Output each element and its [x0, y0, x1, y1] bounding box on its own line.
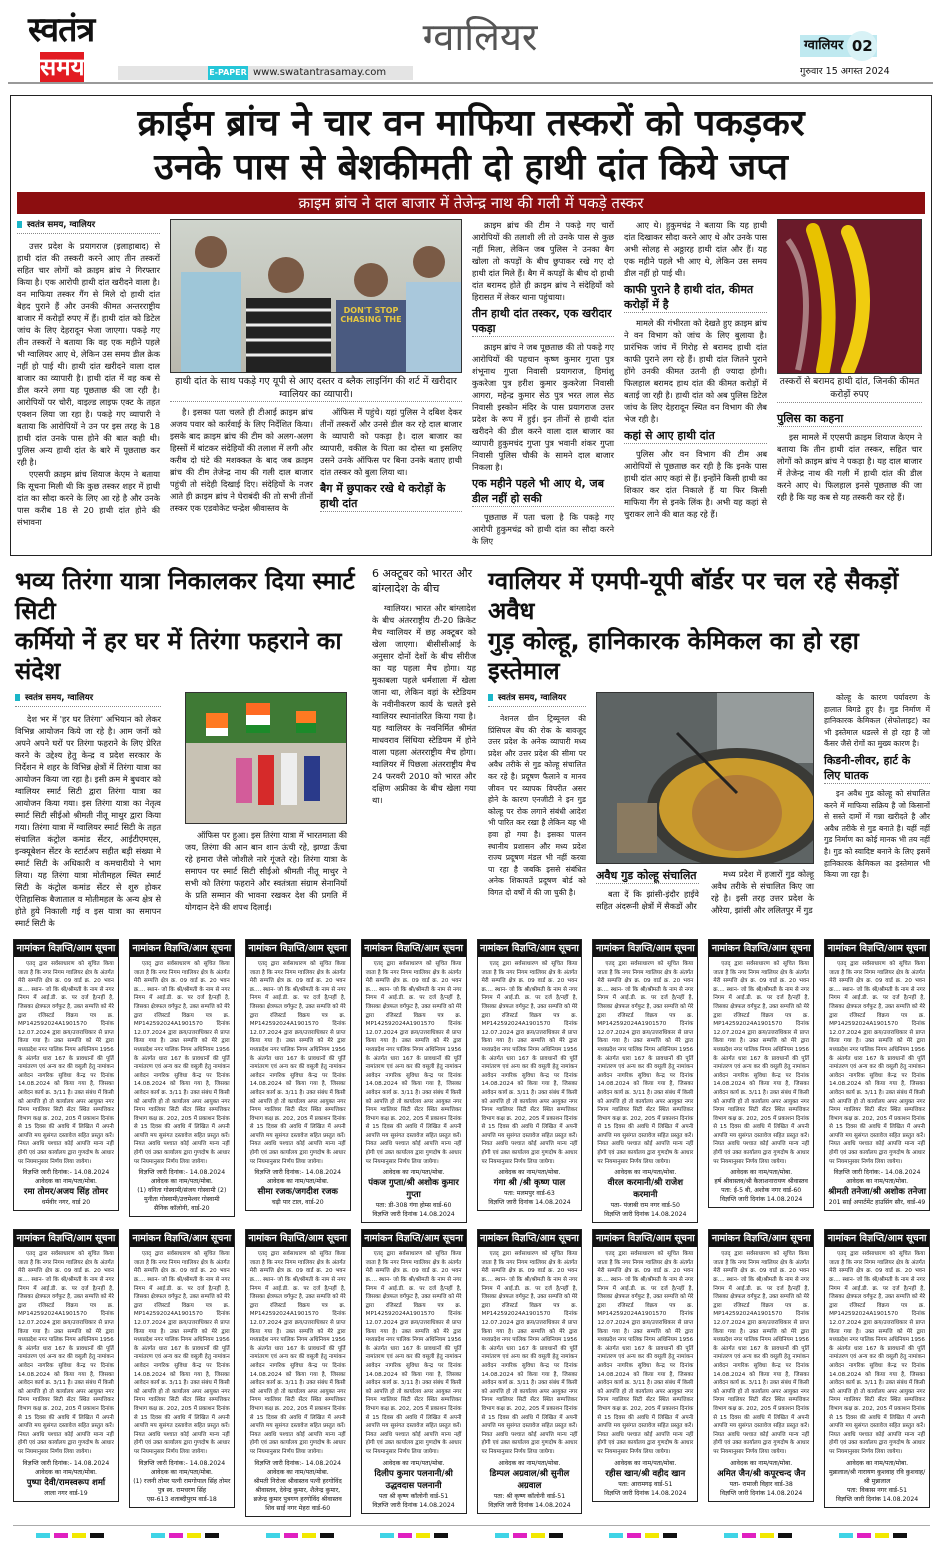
- notice-card: [592, 1229, 698, 1501]
- paragraph: क्राइम ब्रांच की टीम ने पकड़े गए चारों आरोपियों की तलाशी ली तो उनके पास से कुछ नहीं मिला, लेकिन जब पुलिस ने उनका बैग खोला तो कपड़ों के बीच छुपाकर रखे गए दो हाथी दांत मिले हैं। बैग में कपड़ों के बीच दो हाथी दांत बरामद होते ही क्राइम ब्रांच ने संदेहियों को हिरासत में लेकर थाना पहुंचाया।: [472, 220, 614, 302]
- notice-footer: [14, 1457, 118, 1501]
- color-registration-set: [839, 1533, 907, 1538]
- applicant-label: आवेदक का नाम/पता/मोबा.: [34, 1468, 97, 1476]
- notice-footer: [593, 1457, 697, 1501]
- lead-story: [10, 95, 932, 556]
- gud-column-2: [596, 692, 814, 916]
- notice-body: एतद् द्वारा सर्वसाधारण को सूचित किया जाता है कि नगर निगम ग्वालियर क्षेत्र के अंतर्गत मेरी सम्पत्ति क्षेत्र क्र. 09 वार्ड क्र. 20 भवन क्र.... स्थान- जो कि श्री/श्रीमती के नाम से नगर निगम में आई.डी. क्र. पर दर्ज है/नहीं है, जिसका क्षेत्रफल वर्गफुट है, उक्त सम्पत्ति को मेरे द्वारा रजिस्टर्ड विक्रय पत्र क्र. MP142592024A1901570 दिनांक 12.07.2024 द्वारा क्रय/उत्तराधिकार से प्राप्त किया गया है। उक्त सम्पत्ति को मेरे द्वारा मध्यप्रदेश नगर पालिक निगम अधिनियम 1956 के अंतर्गत धारा 167 के प्रावधानों की पूर्ति नामांतरण एवं अन्य कर की वसूली हेतु नामांकन आवेदन नागरिक सुविधा केन्द्र पर दिनांक 14.08.2024 को किया गया है, जिसका आवेदन कार्य क्र. 3/11 है। उक्त संबंध में किसी को आपत्ति हो तो कार्यालय अपर आयुक्त नगर निगम ग्वालियर सिटी सेंटर स्थित सम्पत्तिकर विभाग कक्ष क्र. 202, 205 में प्रकाशन दिनांक से 15 दिवस की अवधि में लिखित में अपनी आपत्ति मय सुसंगत दस्तावेज सहित प्रस्तुत करें। नियत अवधि पश्चात कोई आपत्ति मान्य नहीं होगी एवं उक्त कार्यालय द्वारा गुणदोष के आधार पर नियमानुसार निर्णय लिया जायेगा।: [133, 1251, 230, 1455]
- applicant-label: आवेदक का नाम/पता/मोबा.: [382, 1169, 445, 1177]
- tiranga-columns: [15, 692, 360, 929]
- masthead-divider: [8, 82, 933, 84]
- color-registration-bar: [609, 1533, 623, 1538]
- subheading: अवैध गुड कोल्हू संचालित: [596, 868, 699, 884]
- color-registration-bar: [169, 1533, 183, 1538]
- notice-title: नामांकन विज्ञप्ति/आम सूचना: [593, 1230, 697, 1247]
- notice-title: नामांकन विज्ञप्ति/आम सूचना: [14, 940, 118, 957]
- gud-kolhu-story: [488, 566, 930, 916]
- notice-title: नामांकन विज्ञप्ति/आम सूचना: [130, 1230, 234, 1247]
- paragraph: मामले की गंभीरता को देखते हुए क्राइम ब्रांच ने वन विभाग को जांच के लिए बुलाया है। प्रारंभिक जांच में गिरोह से बरामद हाथी दांत काफी पुराने लग रहे हैं। हाथी दांत जितने पुराने होंगे उनकी कीमत उतनी ही ज्यादा होगी। फिलहाल बरामद हाथ दांत की कीमत करोड़ों में बताई जा रही है। हाथी दांत को अब पुलिस डिटेल जांच के लिए देहरादून स्थित वन विभाग की लैब भेज रही है।: [624, 318, 767, 424]
- notice-issued-date: विज्ञप्ति जारी दिनांक:- 14.08.2024: [22, 1459, 110, 1467]
- applicant-address: पता: श्री कृष्ण कॉलोनी वार्ड-51: [493, 1492, 566, 1500]
- url-bar: [118, 66, 413, 80]
- gud-headline-line2: गुड़ कोल्हू, हानिकारक केमिकल का हो रहा इस्तेमाल: [488, 627, 859, 685]
- notice-title: नामांकन विज्ञप्ति/आम सूचना: [478, 940, 582, 957]
- applicant-label: आवेदक का नाम/पता/मोबा.: [614, 1169, 677, 1177]
- notice-title: नामांकन विज्ञप्ति/आम सूचना: [825, 1230, 929, 1247]
- notice-card: [129, 1229, 235, 1507]
- paragraph: इस मामले में एएसपी क्राइम शियाज केएम ने बताया कि तीन हाथी दांत तस्कर, सहित चार लोगों को क्राइम ब्रांच ने पकड़ा है। यह दाल बाजार में तेजेन्द्र नाथ की गली में हाथी दांत की डील करने आए थे। फिलहाल इनसे पूछताछ की जा रही है कि यह कब से यह तस्करी कर रहे हैं।: [777, 432, 922, 502]
- ivory-tusks-photo: [777, 219, 922, 374]
- paragraph: इन अवैध गुड कोल्हू को संचालित करने में माफिया सक्रिय है जो किसानों से सस्ते दामों में गन्ना खरीदते है और अवैध तरीके से गुड बनाते है। यहीं नहीं गुड निर्माण का कोई मानक भी तय नहीं है। गुड को स्वादिष्ट बनाने के लिए इसमें हानिकारक केमिकल का इस्तेमाल भी किया जा रहा है।: [824, 788, 930, 880]
- subheading: पुलिस का कहना: [777, 411, 922, 427]
- website-link[interactable]: www.swatantrasamay.com: [253, 67, 387, 78]
- applicant-names: मुन्नालाल/श्री नारायण कुशवाह रवि कुशवाह/श्री मुन्नालाल: [828, 1468, 926, 1485]
- applicant-address: लाला नगर वार्ड-19: [44, 1489, 88, 1497]
- lead-headline-line2: उनके पास से बेशकीमती दो हाथी दांत किये जप्त: [154, 147, 788, 188]
- applicant-address: पता श्री कृष्ण कॉलोनी वार्ड-51: [378, 1492, 449, 1500]
- color-registration-bar: [320, 1533, 334, 1538]
- flag-march-illustration: [186, 693, 347, 824]
- applicant-address: पता- रामाजी विहार वार्ड-38: [729, 1480, 793, 1488]
- applicant-label: आवेदक का नाम/पता/मोबा.: [730, 1169, 793, 1177]
- lead-column-1: [17, 219, 160, 528]
- applicant-address: पता: मलमपुर वार्ड-63: [504, 1190, 555, 1198]
- paragraph: मध्य प्रदेश में हजारों गुड कोल्हू अवैध तरीके से संचालित किए जा रहे है। इसी तरह उत्तर प्रदेश के औरेया, झांसी और ललितपुर में गुड: [711, 869, 814, 915]
- notice-issued-date: विज्ञप्ति जारी दिनांक 14.08.2024: [719, 1489, 803, 1497]
- applicant-address: शिव साईं नगर मेहरा वार्ड-60: [265, 1504, 331, 1512]
- tiranga-yatra-photo: [185, 692, 347, 824]
- applicant-address: सैनिक कॉलोनी, वार्ड-20: [154, 1205, 210, 1213]
- lead-column-3: [472, 219, 614, 547]
- paragraph: ऑफिस में पहुंचे। यहां पुलिस ने दबिश देकर तीनों तस्करों और उनसे डील कर रहे दाल बाजार के व्यापारी को पकड़ा है। दाल बाजार का व्यापारी, वकील के पिता का दोस्त था इसलिए उसने उनके ऑफिस पर बिना उनके बताए हाथी दांत तस्कर को बुला लिया था।: [320, 407, 462, 477]
- applicant-address: एस-613 शताब्दीपुरम वार्ड-18: [146, 1495, 217, 1503]
- notice-title: नामांकन विज्ञप्ति/आम सूचना: [130, 940, 234, 957]
- color-registration-bar: [187, 1533, 201, 1538]
- color-registration-bar: [549, 1533, 563, 1538]
- subheading: कहां से आए हाथी दांत: [624, 428, 767, 444]
- notice-card: [708, 939, 814, 1208]
- notice-body: एतद् द्वारा सर्वसाधारण को सूचित किया जाता है कि नगर निगम ग्वालियर क्षेत्र के अंतर्गत मेरी सम्पत्ति क्षेत्र क्र. 09 वार्ड क्र. 20 भवन क्र.... स्थान- जो कि श्री/श्रीमती के नाम से नगर निगम में आई.डी. क्र. पर दर्ज है/नहीं है, जिसका क्षेत्रफल वर्गफुट है, उक्त सम्पत्ति को मेरे द्वारा रजिस्टर्ड विक्रय पत्र क्र. MP142592024A1901570 दिनांक 12.07.2024 द्वारा क्रय/उत्तराधिकार से प्राप्त किया गया है। उक्त सम्पत्ति को मेरे द्वारा मध्यप्रदेश नगर पालिक निगम अधिनियम 1956 के अंतर्गत धारा 167 के प्रावधानों की पूर्ति नामांतरण एवं अन्य कर की वसूली हेतु नामांकन आवेदन नागरिक सुविधा केन्द्र पर दिनांक 14.08.2024 को किया गया है, जिसका आवेदन कार्य क्र. 3/11 है। उक्त संबंध में किसी को आपत्ति हो तो कार्यालय अपर आयुक्त नगर निगम ग्वालियर सिटी सेंटर स्थित सम्पत्तिकर विभाग कक्ष क्र. 202, 205 में प्रकाशन दिनांक से 15 दिवस की अवधि में लिखित में अपनी आपत्ति मय सुसंगत दस्तावेज सहित प्रस्तुत करें। नियत अवधि पश्चात कोई आपत्ति मान्य नहीं होगी एवं उक्त कार्यालय द्वारा गुणदोष के आधार पर नियमानुसार निर्णय लिया जायेगा।: [18, 961, 114, 1165]
- notice-issued-date: विज्ञप्ति जारी दिनांक 14.08.2024: [372, 1211, 455, 1219]
- applicant-names: पंकज गुप्ता/श्री अशोक कुमार गुप्ता: [368, 1178, 459, 1201]
- color-registration-set: [151, 1533, 219, 1538]
- notice-footer: [593, 1166, 697, 1222]
- lead-column-2b: [320, 406, 462, 516]
- subheading: किडनी-लीवर, हार्ट के लिए घातक: [824, 753, 930, 784]
- byline: स्वतंत्र समय, ग्वालियर: [488, 692, 586, 707]
- notice-issued-date: विज्ञप्ति जारी दिनांक 14.08.2024: [835, 1495, 919, 1503]
- notice-card: [245, 939, 351, 1211]
- notice-title: नामांकन विज्ञप्ति/आम सूचना: [709, 940, 813, 957]
- page-badge: [800, 30, 877, 62]
- masthead: [0, 0, 945, 86]
- color-registration-bar: [645, 1533, 659, 1538]
- notice-body: एतद् द्वारा सर्वसाधारण को सूचित किया जाता है कि नगर निगम ग्वालियर क्षेत्र के अंतर्गत मेरी सम्पत्ति क्षेत्र क्र. 09 वार्ड क्र. 20 भवन क्र.... स्थान- जो कि श्री/श्रीमती के नाम से नगर निगम में आई.डी. क्र. पर दर्ज है/नहीं है, जिसका क्षेत्रफल वर्गफुट है, उक्त सम्पत्ति को मेरे द्वारा रजिस्टर्ड विक्रय पत्र क्र. MP142592024A1901570 दिनांक 12.07.2024 द्वारा क्रय/उत्तराधिकार से प्राप्त किया गया है। उक्त सम्पत्ति को मेरे द्वारा मध्यप्रदेश नगर पालिक निगम अधिनियम 1956 के अंतर्गत धारा 167 के प्रावधानों की पूर्ति नामांतरण एवं अन्य कर की वसूली हेतु नामांकन आवेदन नागरिक सुविधा केन्द्र पर दिनांक 14.08.2024 को किया गया है, जिसका आवेदन कार्य क्र. 3/11 है। उक्त संबंध में किसी को आपत्ति हो तो कार्यालय अपर आयुक्त नगर निगम ग्वालियर सिटी सेंटर स्थित सम्पत्तिकर विभाग कक्ष क्र. 202, 205 में प्रकाशन दिनांक से 15 दिवस की अवधि में लिखित में अपनी आपत्ति मय सुसंगत दस्तावेज सहित प्रस्तुत करें। नियत अवधि पश्चात कोई आपत्ति मान्य नहीं होगी एवं उक्त कार्यालय द्वारा गुणदोष के आधार पर नियमानुसार निर्णय लिया जायेगा।: [249, 961, 346, 1165]
- color-registration-bar: [531, 1533, 545, 1538]
- notice-card: [361, 1229, 467, 1513]
- tiranga-headline-line2: कर्मियो नें हर घर में तिरंगा फहराने का संदेश: [15, 627, 342, 685]
- color-registration-set: [380, 1533, 448, 1538]
- subheading: बैग में छुपाकर रखे थे करोड़ों के हाथी दांत: [320, 481, 462, 512]
- color-registration-bar: [778, 1533, 792, 1538]
- applicant-label: आवेदक का नाम/पता/मोबा.: [150, 1468, 213, 1476]
- notice-card: [129, 939, 235, 1217]
- notice-footer: [362, 1166, 466, 1222]
- notice-title: नामांकन विज्ञप्ति/आम सूचना: [14, 1230, 118, 1247]
- applicant-address: चढ़ी पार टाल, वार्ड-20: [271, 1199, 324, 1207]
- notice-body: एतद् द्वारा सर्वसाधारण को सूचित किया जाता है कि नगर निगम ग्वालियर क्षेत्र के अंतर्गत मेरी सम्पत्ति क्षेत्र क्र. 09 वार्ड क्र. 20 भवन क्र.... स्थान- जो कि श्री/श्रीमती के नाम से नगर निगम में आई.डी. क्र. पर दर्ज है/नहीं है, जिसका क्षेत्रफल वर्गफुट है, उक्त सम्पत्ति को मेरे द्वारा रजिस्टर्ड विक्रय पत्र क्र. MP142592024A1901570 दिनांक 12.07.2024 द्वारा क्रय/उत्तराधिकार से प्राप्त किया गया है। उक्त सम्पत्ति को मेरे द्वारा मध्यप्रदेश नगर पालिक निगम अधिनियम 1956 के अंतर्गत धारा 167 के प्रावधानों की पूर्ति नामांतरण एवं अन्य कर की वसूली हेतु नामांकन आवेदन नागरिक सुविधा केन्द्र पर दिनांक 14.08.2024 को किया गया है, जिसका आवेदन कार्य क्र. 3/11 है। उक्त संबंध में किसी को आपत्ति हो तो कार्यालय अपर आयुक्त नगर निगम ग्वालियर सिटी सेंटर स्थित सम्पत्तिकर विभाग कक्ष क्र. 202, 205 में प्रकाशन दिनांक से 15 दिवस की अवधि में लिखित में अपनी आपत्ति मय सुसंगत दस्तावेज सहित प्रस्तुत करें। नियत अवधि पश्चात कोई आपत्ति मान्य नहीं होगी एवं उक्त कार्यालय द्वारा गुणदोष के आधार पर नियमानुसार निर्णय लिया जायेगा।: [713, 961, 810, 1165]
- color-registration-bar: [36, 1533, 50, 1538]
- notice-body: एतद् द्वारा सर्वसाधारण को सूचित किया जाता है कि नगर निगम ग्वालियर क्षेत्र के अंतर्गत मेरी सम्पत्ति क्षेत्र क्र. 09 वार्ड क्र. 20 भवन क्र.... स्थान- जो कि श्री/श्रीमती के नाम से नगर निगम में आई.डी. क्र. पर दर्ज है/नहीं है, जिसका क्षेत्रफल वर्गफुट है, उक्त सम्पत्ति को मेरे द्वारा रजिस्टर्ड विक्रय पत्र क्र. MP142592024A1901570 दिनांक 12.07.2024 द्वारा क्रय/उत्तराधिकार से प्राप्त किया गया है। उक्त सम्पत्ति को मेरे द्वारा मध्यप्रदेश नगर पालिक निगम अधिनियम 1956 के अंतर्गत धारा 167 के प्रावधानों की पूर्ति नामांतरण एवं अन्य कर की वसूली हेतु नामांकन आवेदन नागरिक सुविधा केन्द्र पर दिनांक 14.08.2024 को किया गया है, जिसका आवेदन कार्य क्र. 3/11 है। उक्त संबंध में किसी को आपत्ति हो तो कार्यालय अपर आयुक्त नगर निगम ग्वालियर सिटी सेंटर स्थित सम्पत्तिकर विभाग कक्ष क्र. 202, 205 में प्रकाशन दिनांक से 15 दिवस की अवधि में लिखित में अपनी आपत्ति मय सुसंगत दस्तावेज सहित प्रस्तुत करें। नियत अवधि पश्चात कोई आपत्ति मान्य नहीं होगी एवं उक्त कार्यालय द्वारा गुणदोष के आधार पर नियमानुसार निर्णय लिया जायेगा।: [597, 1251, 694, 1455]
- paragraph: पूछताछ में पता चला है कि पकड़े गए आरोपी हुकुमचंद्र को हाथी दांत का सौदा करने के लिए: [472, 512, 614, 546]
- notice-title: नामांकन विज्ञप्ति/आम सूचना: [246, 1230, 350, 1247]
- color-registration-bar: [416, 1533, 430, 1538]
- applicant-label: आवेदक का नाम/पता/मोबा.: [498, 1169, 561, 1177]
- notice-footer: [362, 1457, 466, 1513]
- lead-strap: क्राइम ब्रांच ने दाल बाजार में तेजेन्द्र नाथ की गली में पकड़े तस्कर: [17, 192, 925, 214]
- applicant-names: अमित जैन/श्री कपूरचन्द जैन: [717, 1468, 806, 1479]
- applicant-address: पता: विकास नगर वार्ड-51: [847, 1486, 908, 1494]
- notice-card: [477, 939, 583, 1211]
- applicant-label: आवेदक का नाम/पता/मोबा.: [34, 1178, 97, 1186]
- notice-card: [824, 939, 930, 1211]
- color-registration-bar: [724, 1533, 738, 1538]
- tiranga-column-2: [185, 692, 347, 913]
- color-registration-bar: [284, 1533, 298, 1538]
- page-number: 02: [847, 31, 877, 61]
- gud-headline-line1: ग्वालियर में एमपी-यूपी बॉर्डर पर चल रहे सैकड़ों अवैध: [488, 567, 899, 625]
- tusks-illustration: [778, 220, 922, 374]
- applicant-label: आवेदक का नाम/पता/मोबा.: [382, 1459, 445, 1467]
- subheading: काफी पुराने है हाथी दांत, कीमत करोड़ों में है: [624, 282, 767, 313]
- jaggery-pan-illustration: [597, 693, 814, 864]
- subheading: एक महीने पहले भी आए थे, जब डील नहीं हो सकी: [472, 476, 614, 507]
- notice-footer: [130, 1166, 234, 1216]
- paragraph: आए थे। हुकुमचंद्र ने बताया कि यह हाथी दांत दिखाकर सौदा करने आए थे और उनके पास अभी सोलह से अठ्ठारह हाथी दांत और हैं। यह एक महीने पहले भी आए थे, लेकिन उस समय डील नहीं हो पाई थी।: [624, 220, 767, 278]
- paragraph: ऑफिस पर हुआ। इस तिरंगा यात्रा में भारतमाता की जय, तिरंगा की आन बान शान ऊंची रहे, झण्डा ऊँचा रहे हमारा जैसे जोशीले नारे गूंजते रहे। तिरंगा यात्रा के समापन पर स्मार्ट सिटी सीईओ श्रीमती नीतू माथुर ने सभी को तिरंगा फहराने और स्वतंत्रता संग्राम सेनानियों के प्रति सम्मान की भावना रखकर देश की प्रगति में योगदान देने की शपथ दिलाई।: [185, 830, 347, 912]
- notice-footer: [130, 1457, 234, 1507]
- color-registration-set: [266, 1533, 334, 1538]
- paragraph: है। इसका पता चलते ही टीआई क्राइम ब्रांच अजय पवार को कार्रवाई के लिए निर्देशित किया। इसके बाद क्राइम ब्रांच की टीम को अलग-अलग हिस्सों में बांटकर संदेहियों की तलाश में लगी और करीब दो घंटे की मशक्कत के बाद जब क्राइम ब्रांच की टीम तेजेन्द्र नाथ की गली दाल बाजार पहुंची तो संदेही दिखाई दिए। संदेहियों के नजर आते ही क्राइम ब्रांच ने घेराबंदी की तो सभी तीनों तस्कर एक एडवोकेट चन्द्रेश श्रीवास्तव के: [170, 407, 313, 513]
- tiranga-headline-line1: भव्य तिरंगा यात्रा निकालकर दिया स्मार्ट सिटी: [15, 567, 355, 625]
- paragraph: बता दें कि झांसी-इंदौर हाईवे सहित अंदरूनी क्षेत्रों में सैकडों और: [596, 889, 699, 911]
- color-registration-bar: [857, 1533, 871, 1538]
- applicant-address: पता- पंजाबी राम नगर वार्ड-50: [610, 1202, 680, 1210]
- paragraph: नेशनल ग्रीन ट्रिब्यूनल की प्रिंसिपल बेंच की रोक के बावजूद उत्तर प्रदेश के अनेक व्यापारी मध्य प्रदेश और उत्तर प्रदेश की सीमा पर अवैध तरीके से गुड कोल्हू संचालित कर रहे है। प्रदूषण फैलाने व मानव जीवन पर व्यापक विपरीत असर होने के कारण एनजीटी ने इन गुड कोल्हू पर रोक लगाने संबंधी आदेश भी पारित कर रखा है लेकिन यह भी हवा हो गया है। इसका पालन स्थानीय प्रशासन और मध्य प्रदेश राज्य प्रदूषण मंडल भी नहीं करवा पा रहा है जबकि इससे संबंधित अनेक शिकायतें प्रदूषण बोर्ड को विगत दो वर्षों में की जा चुकी है।: [488, 714, 586, 897]
- color-registration-bar: [266, 1533, 280, 1538]
- color-registration-bar: [90, 1533, 104, 1538]
- color-registration-set: [724, 1533, 792, 1538]
- notice-footer: [478, 1457, 582, 1513]
- notice-footer: [246, 1166, 350, 1210]
- color-registration-bar: [434, 1533, 448, 1538]
- notice-issued-date: विज्ञप्ति जारी दिनांक:- 14.08.2024: [254, 1459, 342, 1467]
- color-registration-bar: [627, 1533, 641, 1538]
- gud-column-2a: [596, 868, 699, 912]
- photo-caption: तस्करों से बरामद हाथी दांत, जिनकी कीमत करोड़ों रुपए: [777, 376, 922, 403]
- notice-title: नामांकन विज्ञप्ति/आम सूचना: [478, 1230, 582, 1247]
- lead-column-2-split: [170, 406, 462, 516]
- page-city: ग्वालियर: [804, 38, 844, 53]
- notice-footer: [709, 1457, 813, 1501]
- applicant-label: आवेदक का नाम/पता/मोबा.: [846, 1459, 909, 1467]
- tiranga-column-1: [15, 692, 161, 929]
- paragraph: क्राइम ब्रांच ने जब पूछताछ की तो पकड़े गए आरोपियों की पहचान कृष्ण कुमार गुप्ता पुत्र शंभूनाथ गुप्ता निवासी प्रयागराज, हिमांशु कुकरेजा पुत्र हरीश कुमार कुकरेजा निवासी आगरा, महेन्द्र कुमार सेठ पुत्र भरत लाल सेठ निवासी इस्कोन मंदिर के पास प्रयागराज उत्तर प्रदेश के रूप में हुई। इन तीनों से हाथी दांत खरीदने की डील करने वाला दाल बाजार का व्यापारी हुकुमचंद गुप्ता पुत्र भवानी शंकर गुप्ता निवासी पुलिस चौकी के सामने दाल बाजार निकला है।: [472, 342, 614, 472]
- paragraph: उत्तर प्रदेश के प्रयागराज (इलाहाबाद) से हाथी दांत की तस्करी करने आए तीन तस्करों सहित चार लोगों को क्राइम ब्रांच ने गिरफ्तार किया है। एक आरोपी हाथी दांत खरीदने वाला है। वन माफिया तस्कर गैंग से मिले दो हाथी दांत बेहद पुराने हैं और उनकी कीमत अन्तरराष्ट्रीय बाजार में करोड़ों रुपए में हैं। हाथी दांत को डिटेल जांच के लिए देहरादून भेजा जाएगा। पकड़े गए तीन तस्करों ने बताया कि वह एक महीने पहले भी ग्वालियर आए थे, लेकिन उस समय डील क्रेक नहीं हो पाई थी। हाथी दांत खरीदने वाला दाल बाजार का व्यापारी है। हाथी दांत में वह कब से डील करने लगा यह पूछताछ की जा रही है। आरोपियों पर चोरी, वाइल्ड लाइफ एक्ट के तहत एक्शन लिया जा रहा है। पकड़े गए व्यापारी ने बताया कि आरोपियों ने उन पर इस तरह के 18 हाथी दांत उनके पास होने की बात कही थी। पुलिस अन्य हाथी दांत के बारे में पूछताछ कर रही है।: [17, 241, 160, 467]
- notice-issued-date: विज्ञप्ति जारी दिनांक 14.08.2024: [372, 1501, 455, 1509]
- paragraph: ग्वालियर। भारत और बांग्लादेश के बीच अंतरराष्ट्रीय टी-20 क्रिकेट मैच ग्वालियर में छह अक्टूबर को खेला जाएगा। बीसीसीआई के अनुसार दोनों देशों के बीच सीरीज का यह पहला मैच होगा। यह मुकाबला पहले धर्मशाला में खेला जाना था, लेकिन वहां के स्टेडियम के नवीनीकरण कार्य के चलते इसे ग्वालियर स्थानांतरित किया गया है। यह ग्वालियर के नवनिर्मित श्रीमंत माधवराव सिंधिया स्टेडियम में होने वाला पहला अंतरराष्ट्रीय मैच होगा। ग्वालियर में पिछला अंतरराष्ट्रीय मैच 24 फरवरी 2010 को भारत और दक्षिण अफ्रीका के बीच खेला गया था।: [372, 603, 476, 805]
- applicant-names: रहीस खान/श्री वहीद खान: [605, 1468, 686, 1479]
- cricket-brief: [372, 566, 476, 806]
- subheading: तीन हाथी दांत तस्कर, एक खरीदार पकड़ा: [472, 306, 614, 337]
- applicant-names: पुष्पा देवी/रामस्वरूप शर्मा: [26, 1477, 106, 1488]
- applicant-address: धर्मवीर नगर, वार्ड 20: [41, 1199, 91, 1207]
- applicant-names: हर्ष श्रीवास्तव/श्री कैलाशनारायण श्रीवास्तव: [714, 1178, 808, 1186]
- suspects-illustration: [171, 220, 462, 373]
- notice-card: [708, 1229, 814, 1501]
- notice-title: नामांकन विज्ञप्ति/आम सूचना: [362, 940, 466, 957]
- paragraph: देश भर में 'हर घर तिरंगा' अभियान को लेकर विभिन्न आयोजन किये जा रहे है। आम जनों को अपने अपने घरों पर तिरंगा फहराने के लिए प्रेरित करने के उद्देश्य हेतु केन्द्र व प्रदेश सरकार के निर्देशन मे शहर के विभिन्न क्षेत्रों में तिरंगा यात्रा का आयोजन किया जा रहा है। इसी क्रम मे बुधवार को ग्वालियर स्मार्ट सिटी द्वारा तिरंगा यात्रा का आयोजन किया गया। इस तिरंगा यात्रा का नेतृत्व स्मार्ट सिटी सीईओ श्रीमती नीतू माथुर द्वारा किया गया। तिरंगा यात्रा में ग्वालियर स्मार्ट सिटी के तहत संचालित कंट्रोल कमांड सेंटर, आईटीएमएस, इन्क्यूबेशन सेंटर के स्टार्टअप सहीत बड़ी संख्या मे स्मार्ट सिटी के अधिकारी व कमचारीयो ने भाग लिया। यह तिरंगा यात्रा मोतीमहल स्थित स्मार्ट सिटी के कंट्रोल कमांड सेंटर से शुरु होकर ऐतिहासिक बैजाताल व मोतीमहल के अन्य क्षेत्र से होते हुये निकाली गई व इस यात्रा का समापन स्मार्ट सिटी के: [15, 714, 161, 928]
- applicant-names: वीरल करमानी/श्री राजेश करमानी: [607, 1178, 683, 1201]
- color-registration-bar: [875, 1533, 889, 1538]
- applicant-names: रमा तोमर/अजय सिंह तोमर: [23, 1187, 109, 1198]
- lead-column-2: [170, 219, 462, 516]
- applicant-names: (1) रजनी तोमर पत्नी रामगोपाल सिंह तोमर पुत्र स्व. रामचरण सिंह: [133, 1477, 231, 1494]
- applicant-address: 201 साईं अपार्टमेंट हाउसिंग सौर, वार्ड-49: [828, 1199, 926, 1207]
- arrested-suspects-photo: [170, 219, 462, 373]
- logo-top-text: स्वतंत्र: [28, 10, 95, 50]
- notice-body: एतद् द्वारा सर्वसाधारण को सूचित किया जाता है कि नगर निगम ग्वालियर क्षेत्र के अंतर्गत मेरी सम्पत्ति क्षेत्र क्र. 09 वार्ड क्र. 20 भवन क्र.... स्थान- जो कि श्री/श्रीमती के नाम से नगर निगम में आई.डी. क्र. पर दर्ज है/नहीं है, जिसका क्षेत्रफल वर्गफुट है, उक्त सम्पत्ति को मेरे द्वारा रजिस्टर्ड विक्रय पत्र क्र. MP142592024A1901570 दिनांक 12.07.2024 द्वारा क्रय/उत्तराधिकार से प्राप्त किया गया है। उक्त सम्पत्ति को मेरे द्वारा मध्यप्रदेश नगर पालिक निगम अधिनियम 1956 के अंतर्गत धारा 167 के प्रावधानों की पूर्ति नामांतरण एवं अन्य कर की वसूली हेतु नामांकन आवेदन नागरिक सुविधा केन्द्र पर दिनांक 14.08.2024 को किया गया है, जिसका आवेदन कार्य क्र. 3/11 है। उक्त संबंध में किसी को आपत्ति हो तो कार्यालय अपर आयुक्त नगर निगम ग्वालियर सिटी सेंटर स्थित सम्पत्तिकर विभाग कक्ष क्र. 202, 205 में प्रकाशन दिनांक से 15 दिवस की अवधि में लिखित में अपनी आपत्ति मय सुसंगत दस्तावेज सहित प्रस्तुत करें। नियत अवधि पश्चात कोई आपत्ति मान्य नहीं होगी एवं उक्त कार्यालय द्वारा गुणदोष के आधार पर नियमानुसार निर्णय लिया जायेगा।: [365, 961, 462, 1165]
- paragraph: पुलिस और वन विभाग की टीम अब आरोपियों से पूछताछ कर रही है कि इनके पास हाथी दांत आए कहां से हैं। इन्होंने किसी हाथी का शिकार कर दांत निकाले हैं या फिर किसी माफिया गैंग से इनके लिंक है। अभी यह कहां से चुराकर लाने की बात कह रहे हैं।: [624, 449, 767, 519]
- notice-issued-date: विज्ञप्ति जारी दिनांक 14.08.2024: [604, 1211, 687, 1219]
- notice-card: [361, 939, 467, 1223]
- notice-card: [592, 939, 698, 1223]
- color-registration-bar: [72, 1533, 86, 1538]
- color-registration-bar: [205, 1533, 219, 1538]
- applicant-names: श्रीमती तनेजा/श्री अशोक तनेजा: [828, 1187, 926, 1198]
- notice-body: एतद् द्वारा सर्वसाधारण को सूचित किया जाता है कि नगर निगम ग्वालियर क्षेत्र के अंतर्गत मेरी सम्पत्ति क्षेत्र क्र. 09 वार्ड क्र. 20 भवन क्र.... स्थान- जो कि श्री/श्रीमती के नाम से नगर निगम में आई.डी. क्र. पर दर्ज है/नहीं है, जिसका क्षेत्रफल वर्गफुट है, उक्त सम्पत्ति को मेरे द्वारा रजिस्टर्ड विक्रय पत्र क्र. MP142592024A1901570 दिनांक 12.07.2024 द्वारा क्रय/उत्तराधिकार से प्राप्त किया गया है। उक्त सम्पत्ति को मेरे द्वारा मध्यप्रदेश नगर पालिक निगम अधिनियम 1956 के अंतर्गत धारा 167 के प्रावधानों की पूर्ति नामांतरण एवं अन्य कर की वसूली हेतु नामांकन आवेदन नागरिक सुविधा केन्द्र पर दिनांक 14.08.2024 को किया गया है, जिसका आवेदन कार्य क्र. 3/11 है। उक्त संबंध में किसी को आपत्ति हो तो कार्यालय अपर आयुक्त नगर निगम ग्वालियर सिटी सेंटर स्थित सम्पत्तिकर विभाग कक्ष क्र. 202, 205 में प्रकाशन दिनांक से 15 दिवस की अवधि में लिखित में अपनी आपत्ति मय सुसंगत दस्तावेज सहित प्रस्तुत करें। नियत अवधि पश्चात कोई आपत्ति मान्य नहीं होगी एवं उक्त कार्यालय द्वारा गुणदोष के आधार पर नियमानुसार निर्णय लिया जायेगा।: [481, 961, 578, 1165]
- classified-notices: [13, 939, 930, 1517]
- notice-issued-date: विज्ञप्ति जारी दिनांक:- 14.08.2024: [254, 1169, 342, 1177]
- notice-body: एतद् द्वारा सर्वसाधारण को सूचित किया जाता है कि नगर निगम ग्वालियर क्षेत्र के अंतर्गत मेरी सम्पत्ति क्षेत्र क्र. 09 वार्ड क्र. 20 भवन क्र.... स्थान- जो कि श्री/श्रीमती के नाम से नगर निगम में आई.डी. क्र. पर दर्ज है/नहीं है, जिसका क्षेत्रफल वर्गफुट है, उक्त सम्पत्ति को मेरे द्वारा रजिस्टर्ड विक्रय पत्र क्र. MP142592024A1901570 दिनांक 12.07.2024 द्वारा क्रय/उत्तराधिकार से प्राप्त किया गया है। उक्त सम्पत्ति को मेरे द्वारा मध्यप्रदेश नगर पालिक निगम अधिनियम 1956 के अंतर्गत धारा 167 के प्रावधानों की पूर्ति नामांतरण एवं अन्य कर की वसूली हेतु नामांकन आवेदन नागरिक सुविधा केन्द्र पर दिनांक 14.08.2024 को किया गया है, जिसका आवेदन कार्य क्र. 3/11 है। उक्त संबंध में किसी को आपत्ति हो तो कार्यालय अपर आयुक्त नगर निगम ग्वालियर सिटी सेंटर स्थित सम्पत्तिकर विभाग कक्ष क्र. 202, 205 में प्रकाशन दिनांक से 15 दिवस की अवधि में लिखित में अपनी आपत्ति मय सुसंगत दस्तावेज सहित प्रस्तुत करें। नियत अवधि पश्चात कोई आपत्ति मान्य नहीं होगी एवं उक्त कार्यालय द्वारा गुणदोष के आधार पर नियमानुसार निर्णय लिया जायेगा।: [597, 961, 694, 1165]
- color-registration-bar: [380, 1533, 394, 1538]
- notice-title: नामांकन विज्ञप्ति/आम सूचना: [362, 1230, 466, 1247]
- brief-headline: 6 अक्टूबर को भारत और बांग्लादेश के बीच: [372, 567, 473, 595]
- color-registration-set: [36, 1533, 104, 1538]
- color-registration-bar: [495, 1533, 509, 1538]
- notice-body: एतद् द्वारा सर्वसाधारण को सूचित किया जाता है कि नगर निगम ग्वालियर क्षेत्र के अंतर्गत मेरी सम्पत्ति क्षेत्र क्र. 09 वार्ड क्र. 20 भवन क्र.... स्थान- जो कि श्री/श्रीमती के नाम से नगर निगम में आई.डी. क्र. पर दर्ज है/नहीं है, जिसका क्षेत्रफल वर्गफुट है, उक्त सम्पत्ति को मेरे द्वारा रजिस्टर्ड विक्रय पत्र क्र. MP142592024A1901570 दिनांक 12.07.2024 द्वारा क्रय/उत्तराधिकार से प्राप्त किया गया है। उक्त सम्पत्ति को मेरे द्वारा मध्यप्रदेश नगर पालिक निगम अधिनियम 1956 के अंतर्गत धारा 167 के प्रावधानों की पूर्ति नामांतरण एवं अन्य कर की वसूली हेतु नामांकन आवेदन नागरिक सुविधा केन्द्र पर दिनांक 14.08.2024 को किया गया है, जिसका आवेदन कार्य क्र. 3/11 है। उक्त संबंध में किसी को आपत्ति हो तो कार्यालय अपर आयुक्त नगर निगम ग्वालियर सिटी सेंटर स्थित सम्पत्तिकर विभाग कक्ष क्र. 202, 205 में प्रकाशन दिनांक से 15 दिवस की अवधि में लिखित में अपनी आपत्ति मय सुसंगत दस्तावेज सहित प्रस्तुत करें। नियत अवधि पश्चात कोई आपत्ति मान्य नहीं होगी एवं उक्त कार्यालय द्वारा गुणदोष के आधार पर नियमानुसार निर्णय लिया जायेगा।: [18, 1251, 114, 1455]
- byline: स्वतंत्र समय, ग्वालियर: [15, 692, 161, 707]
- applicant-label: आवेदक का नाम/पता/मोबा.: [150, 1178, 213, 1186]
- notice-footer: [825, 1457, 929, 1507]
- notice-card: [13, 939, 119, 1211]
- cmyk-registration-marks: [13, 1525, 930, 1538]
- notice-body: एतद् द्वारा सर्वसाधारण को सूचित किया जाता है कि नगर निगम ग्वालियर क्षेत्र के अंतर्गत मेरी सम्पत्ति क्षेत्र क्र. 09 वार्ड क्र. 20 भवन क्र.... स्थान- जो कि श्री/श्रीमती के नाम से नगर निगम में आई.डी. क्र. पर दर्ज है/नहीं है, जिसका क्षेत्रफल वर्गफुट है, उक्त सम्पत्ति को मेरे द्वारा रजिस्टर्ड विक्रय पत्र क्र. MP142592024A1901570 दिनांक 12.07.2024 द्वारा क्रय/उत्तराधिकार से प्राप्त किया गया है। उक्त सम्पत्ति को मेरे द्वारा मध्यप्रदेश नगर पालिक निगम अधिनियम 1956 के अंतर्गत धारा 167 के प्रावधानों की पूर्ति नामांतरण एवं अन्य कर की वसूली हेतु नामांकन आवेदन नागरिक सुविधा केन्द्र पर दिनांक 14.08.2024 को किया गया है, जिसका आवेदन कार्य क्र. 3/11 है। उक्त संबंध में किसी को आपत्ति हो तो कार्यालय अपर आयुक्त नगर निगम ग्वालियर सिटी सेंटर स्थित सम्पत्तिकर विभाग कक्ष क्र. 202, 205 में प्रकाशन दिनांक से 15 दिवस की अवधि में लिखित में अपनी आपत्ति मय सुसंगत दस्तावेज सहित प्रस्तुत करें। नियत अवधि पश्चात कोई आपत्ति मान्य नहीं होगी एवं उक्त कार्यालय द्वारा गुणदोष के आधार पर नियमानुसार निर्णय लिया जायेगा।: [481, 1251, 578, 1455]
- lead-column-4: [624, 219, 767, 520]
- gud-column-3: [824, 692, 930, 881]
- color-registration-set: [495, 1533, 563, 1538]
- color-registration-bar: [302, 1533, 316, 1538]
- applicant-names: गंगा श्री /श्री कृष्ण पाल: [493, 1178, 566, 1189]
- epaper-badge: E-PAPER: [208, 66, 248, 80]
- notice-body: एतद् द्वारा सर्वसाधारण को सूचित किया जाता है कि नगर निगम ग्वालियर क्षेत्र के अंतर्गत मेरी सम्पत्ति क्षेत्र क्र. 09 वार्ड क्र. 20 भवन क्र.... स्थान- जो कि श्री/श्रीमती के नाम से नगर निगम में आई.डी. क्र. पर दर्ज है/नहीं है, जिसका क्षेत्रफल वर्गफुट है, उक्त सम्पत्ति को मेरे द्वारा रजिस्टर्ड विक्रय पत्र क्र. MP142592024A1901570 दिनांक 12.07.2024 द्वारा क्रय/उत्तराधिकार से प्राप्त किया गया है। उक्त सम्पत्ति को मेरे द्वारा मध्यप्रदेश नगर पालिक निगम अधिनियम 1956 के अंतर्गत धारा 167 के प्रावधानों की पूर्ति नामांतरण एवं अन्य कर की वसूली हेतु नामांकन आवेदन नागरिक सुविधा केन्द्र पर दिनांक 14.08.2024 को किया गया है, जिसका आवेदन कार्य क्र. 3/11 है। उक्त संबंध में किसी को आपत्ति हो तो कार्यालय अपर आयुक्त नगर निगम ग्वालियर सिटी सेंटर स्थित सम्पत्तिकर विभाग कक्ष क्र. 202, 205 में प्रकाशन दिनांक से 15 दिवस की अवधि में लिखित में अपनी आपत्ति मय सुसंगत दस्तावेज सहित प्रस्तुत करें। नियत अवधि पश्चात कोई आपत्ति मान्य नहीं होगी एवं उक्त कार्यालय द्वारा गुणदोष के आधार पर नियमानुसार निर्णय लिया जायेगा।: [133, 961, 230, 1165]
- gud-column-1: [488, 692, 586, 899]
- color-registration-bar: [663, 1533, 677, 1538]
- lead-columns: [17, 219, 925, 547]
- notice-footer: [246, 1457, 350, 1516]
- applicant-address: पता: डी-308 गंगा होम्स वार्ड-60: [375, 1202, 452, 1210]
- notice-card: [477, 1229, 583, 1513]
- applicant-label: आवेदक का नाम/पता/मोबा.: [846, 1178, 909, 1186]
- gud-kolhu-photo: [596, 692, 814, 864]
- applicant-label: आवेदक का नाम/पता/मोबा.: [266, 1178, 329, 1186]
- logo-bottom-text: समय: [40, 53, 85, 81]
- notice-issued-date: विज्ञप्ति जारी दिनांक:- 14.08.2024: [833, 1169, 921, 1177]
- applicant-names: सीमा रजक/जगदीश रजक: [257, 1187, 338, 1198]
- notice-footer: [14, 1166, 118, 1210]
- gud-columns: [488, 692, 930, 916]
- notice-title: नामांकन विज्ञप्ति/आम सूचना: [709, 1230, 813, 1247]
- notice-footer: [825, 1166, 929, 1210]
- lead-column-5: [777, 219, 922, 503]
- applicant-label: आवेदक का नाम/पता/मोबा.: [498, 1459, 561, 1467]
- gud-column-2-split: [596, 868, 814, 916]
- lead-headline-line1: क्राईम ब्रांच ने चार वन माफिया तस्करों को पकड़कर: [137, 103, 805, 144]
- applicant-names: (1) वनिता गोस्वामी/संजय गोस्वामी (2) मुनीता गोस्वामी/उत्तमेश्वर गोस्वामी: [137, 1187, 227, 1204]
- applicant-address: पता: आरामगढ़ वार्ड-51: [618, 1480, 673, 1488]
- color-registration-bar: [742, 1533, 756, 1538]
- photo-caption: हाथी दांत के साथ पकड़े गए यूपी से आए दस्तर व ब्लैक लाइनिंग की शर्ट में खरीदार ग्वालियर का व्यापारी।: [170, 375, 462, 402]
- notice-body: एतद् द्वारा सर्वसाधारण को सूचित किया जाता है कि नगर निगम ग्वालियर क्षेत्र के अंतर्गत मेरी सम्पत्ति क्षेत्र क्र. 09 वार्ड क्र. 20 भवन क्र.... स्थान- जो कि श्री/श्रीमती के नाम से नगर निगम में आई.डी. क्र. पर दर्ज है/नहीं है, जिसका क्षेत्रफल वर्गफुट है, उक्त सम्पत्ति को मेरे द्वारा रजिस्टर्ड विक्रय पत्र क्र. MP142592024A1901570 दिनांक 12.07.2024 द्वारा क्रय/उत्तराधिकार से प्राप्त किया गया है। उक्त सम्पत्ति को मेरे द्वारा मध्यप्रदेश नगर पालिक निगम अधिनियम 1956 के अंतर्गत धारा 167 के प्रावधानों की पूर्ति नामांतरण एवं अन्य कर की वसूली हेतु नामांकन आवेदन नागरिक सुविधा केन्द्र पर दिनांक 14.08.2024 को किया गया है, जिसका आवेदन कार्य क्र. 3/11 है। उक्त संबंध में किसी को आपत्ति हो तो कार्यालय अपर आयुक्त नगर निगम ग्वालियर सिटी सेंटर स्थित सम्पत्तिकर विभाग कक्ष क्र. 202, 205 में प्रकाशन दिनांक से 15 दिवस की अवधि में लिखित में अपनी आपत्ति मय सुसंगत दस्तावेज सहित प्रस्तुत करें। नियत अवधि पश्चात कोई आपत्ति मान्य नहीं होगी एवं उक्त कार्यालय द्वारा गुणदोष के आधार पर नियमानुसार निर्णय लिया जायेगा।: [365, 1251, 462, 1455]
- color-registration-bar: [513, 1533, 527, 1538]
- notice-title: नामांकन विज्ञप्ति/आम सूचना: [825, 940, 929, 957]
- notice-card: [824, 1229, 930, 1507]
- notice-issued-date: विज्ञप्ति जारी दिनांक:- 14.08.2024: [138, 1169, 226, 1177]
- notice-issued-date: विज्ञप्ति जारी दिनांक 14.08.2024: [719, 1196, 803, 1204]
- color-registration-bar: [893, 1533, 907, 1538]
- notice-body: एतद् द्वारा सर्वसाधारण को सूचित किया जाता है कि नगर निगम ग्वालियर क्षेत्र के अंतर्गत मेरी सम्पत्ति क्षेत्र क्र. 09 वार्ड क्र. 20 भवन क्र.... स्थान- जो कि श्री/श्रीमती के नाम से नगर निगम में आई.डी. क्र. पर दर्ज है/नहीं है, जिसका क्षेत्रफल वर्गफुट है, उक्त सम्पत्ति को मेरे द्वारा रजिस्टर्ड विक्रय पत्र क्र. MP142592024A1901570 दिनांक 12.07.2024 द्वारा क्रय/उत्तराधिकार से प्राप्त किया गया है। उक्त सम्पत्ति को मेरे द्वारा मध्यप्रदेश नगर पालिक निगम अधिनियम 1956 के अंतर्गत धारा 167 के प्रावधानों की पूर्ति नामांतरण एवं अन्य कर की वसूली हेतु नामांकन आवेदन नागरिक सुविधा केन्द्र पर दिनांक 14.08.2024 को किया गया है, जिसका आवेदन कार्य क्र. 3/11 है। उक्त संबंध में किसी को आपत्ति हो तो कार्यालय अपर आयुक्त नगर निगम ग्वालियर सिटी सेंटर स्थित सम्पत्तिकर विभाग कक्ष क्र. 202, 205 में प्रकाशन दिनांक से 15 दिवस की अवधि में लिखित में अपनी आपत्ति मय सुसंगत दस्तावेज सहित प्रस्तुत करें। नियत अवधि पश्चात कोई आपत्ति मान्य नहीं होगी एवं उक्त कार्यालय द्वारा गुणदोष के आधार पर नियमानुसार निर्णय लिया जायेगा।: [249, 1251, 346, 1455]
- applicant-address: पता: ई-5 बी, अशोक नगर वार्ड-60: [721, 1187, 802, 1195]
- notice-body: एतद् द्वारा सर्वसाधारण को सूचित किया जाता है कि नगर निगम ग्वालियर क्षेत्र के अंतर्गत मेरी सम्पत्ति क्षेत्र क्र. 09 वार्ड क्र. 20 भवन क्र.... स्थान- जो कि श्री/श्रीमती के नाम से नगर निगम में आई.डी. क्र. पर दर्ज है/नहीं है, जिसका क्षेत्रफल वर्गफुट है, उक्त सम्पत्ति को मेरे द्वारा रजिस्टर्ड विक्रय पत्र क्र. MP142592024A1901570 दिनांक 12.07.2024 द्वारा क्रय/उत्तराधिकार से प्राप्त किया गया है। उक्त सम्पत्ति को मेरे द्वारा मध्यप्रदेश नगर पालिक निगम अधिनियम 1956 के अंतर्गत धारा 167 के प्रावधानों की पूर्ति नामांतरण एवं अन्य कर की वसूली हेतु नामांकन आवेदन नागरिक सुविधा केन्द्र पर दिनांक 14.08.2024 को किया गया है, जिसका आवेदन कार्य क्र. 3/11 है। उक्त संबंध में किसी को आपत्ति हो तो कार्यालय अपर आयुक्त नगर निगम ग्वालियर सिटी सेंटर स्थित सम्पत्तिकर विभाग कक्ष क्र. 202, 205 में प्रकाशन दिनांक से 15 दिवस की अवधि में लिखित में अपनी आपत्ति मय सुसंगत दस्तावेज सहित प्रस्तुत करें। नियत अवधि पश्चात कोई आपत्ति मान्य नहीं होगी एवं उक्त कार्यालय द्वारा गुणदोष के आधार पर नियमानुसार निर्णय लिया जायेगा।: [713, 1251, 810, 1455]
- color-registration-bar: [839, 1533, 853, 1538]
- notice-body: एतद् द्वारा सर्वसाधारण को सूचित किया जाता है कि नगर निगम ग्वालियर क्षेत्र के अंतर्गत मेरी सम्पत्ति क्षेत्र क्र. 09 वार्ड क्र. 20 भवन क्र.... स्थान- जो कि श्री/श्रीमती के नाम से नगर निगम में आई.डी. क्र. पर दर्ज है/नहीं है, जिसका क्षेत्रफल वर्गफुट है, उक्त सम्पत्ति को मेरे द्वारा रजिस्टर्ड विक्रय पत्र क्र. MP142592024A1901570 दिनांक 12.07.2024 द्वारा क्रय/उत्तराधिकार से प्राप्त किया गया है। उक्त सम्पत्ति को मेरे द्वारा मध्यप्रदेश नगर पालिक निगम अधिनियम 1956 के अंतर्गत धारा 167 के प्रावधानों की पूर्ति नामांतरण एवं अन्य कर की वसूली हेतु नामांकन आवेदन नागरिक सुविधा केन्द्र पर दिनांक 14.08.2024 को किया गया है, जिसका आवेदन कार्य क्र. 3/11 है। उक्त संबंध में किसी को आपत्ति हो तो कार्यालय अपर आयुक्त नगर निगम ग्वालियर सिटी सेंटर स्थित सम्पत्तिकर विभाग कक्ष क्र. 202, 205 में प्रकाशन दिनांक से 15 दिवस की अवधि में लिखित में अपनी आपत्ति मय सुसंगत दस्तावेज सहित प्रस्तुत करें। नियत अवधि पश्चात कोई आपत्ति मान्य नहीं होगी एवं उक्त कार्यालय द्वारा गुणदोष के आधार पर नियमानुसार निर्णय लिया जायेगा।: [829, 961, 925, 1165]
- notice-title: नामांकन विज्ञप्ति/आम सूचना: [593, 940, 697, 957]
- color-registration-bar: [760, 1533, 774, 1538]
- applicant-label: आवेदक का नाम/पता/मोबा.: [614, 1459, 677, 1467]
- notice-footer: [709, 1166, 813, 1207]
- notice-issued-date: विज्ञप्ति जारी दिनांक 14.08.2024: [604, 1489, 687, 1497]
- paragraph: एएसपी क्राइम ब्रांच शियाज केएम ने बताया कि सूचना मिली थी कि कुछ तस्कर शहर में हाथी दांत का सौदा करने के लिए आ रहे है और उनके पास करीब 18 से 20 हाथी दांत होने की संभावना: [17, 469, 160, 527]
- applicant-label: आवेदक का नाम/पता/मोबा.: [730, 1459, 793, 1467]
- notice-card: [13, 1229, 119, 1501]
- color-registration-bar: [151, 1533, 165, 1538]
- byline: स्वतंत्र समय, ग्वालियर: [17, 219, 160, 234]
- applicant-label: आवेदक का नाम/पता/मोबा.: [266, 1468, 329, 1476]
- applicant-names: दिलीप कुमार पलनानी/श्री उद्धवदास पलनानी: [374, 1468, 453, 1491]
- edition-title: ग्वालियर: [422, 15, 538, 59]
- notice-title: नामांकन विज्ञप्ति/आम सूचना: [246, 940, 350, 957]
- notice-issued-date: विज्ञप्ति जारी दिनांक 14.08.2024: [488, 1501, 571, 1509]
- color-registration-bar: [54, 1533, 68, 1538]
- second-news-band: [15, 566, 930, 929]
- color-registration-set: [609, 1533, 677, 1538]
- notice-issued-date: विज्ञप्ति जारी दिनांक:- 14.08.2024: [138, 1459, 226, 1467]
- notice-card: [245, 1229, 351, 1516]
- paragraph: कोल्हू के कारण पर्यावरण के हालात बिगडे हुए है। गुड निर्माण में हानिकारक केमिकल (सेफोलाइट) का भी इस्तेमाल धडल्ले से हो रहा है जो कैंसर जैसे रोगों का मुख्य कारण है।: [824, 693, 930, 749]
- color-registration-bar: [398, 1533, 412, 1538]
- applicant-names: श्रीमती निरोजा श्रीवास्तव पत्नी हरगोविंद श्रीवास्तव, देवेन्द्र कुमार, शैलेन्द्र कुमार, ब्रजेन्द्र कुमार पुत्रगण हरगोविंद श्रीवास्तव: [253, 1477, 342, 1503]
- tiranga-story: [15, 566, 360, 929]
- notice-body: एतद् द्वारा सर्वसाधारण को सूचित किया जाता है कि नगर निगम ग्वालियर क्षेत्र के अंतर्गत मेरी सम्पत्ति क्षेत्र क्र. 09 वार्ड क्र. 20 भवन क्र.... स्थान- जो कि श्री/श्रीमती के नाम से नगर निगम में आई.डी. क्र. पर दर्ज है/नहीं है, जिसका क्षेत्रफल वर्गफुट है, उक्त सम्पत्ति को मेरे द्वारा रजिस्टर्ड विक्रय पत्र क्र. MP142592024A1901570 दिनांक 12.07.2024 द्वारा क्रय/उत्तराधिकार से प्राप्त किया गया है। उक्त सम्पत्ति को मेरे द्वारा मध्यप्रदेश नगर पालिक निगम अधिनियम 1956 के अंतर्गत धारा 167 के प्रावधानों की पूर्ति नामांतरण एवं अन्य कर की वसूली हेतु नामांकन आवेदन नागरिक सुविधा केन्द्र पर दिनांक 14.08.2024 को किया गया है, जिसका आवेदन कार्य क्र. 3/11 है। उक्त संबंध में किसी को आपत्ति हो तो कार्यालय अपर आयुक्त नगर निगम ग्वालियर सिटी सेंटर स्थित सम्पत्तिकर विभाग कक्ष क्र. 202, 205 में प्रकाशन दिनांक से 15 दिवस की अवधि में लिखित में अपनी आपत्ति मय सुसंगत दस्तावेज सहित प्रस्तुत करें। नियत अवधि पश्चात कोई आपत्ति मान्य नहीं होगी एवं उक्त कार्यालय द्वारा गुणदोष के आधार पर नियमानुसार निर्णय लिया जायेगा।: [829, 1251, 925, 1455]
- notice-footer: [478, 1166, 582, 1210]
- notice-issued-date: विज्ञप्ति जारी दिनांक:- 14.08.2024: [22, 1169, 110, 1177]
- issue-date: गुरुवार 15 अगस्त 2024: [800, 66, 890, 77]
- applicant-names: डिम्पल अग्रवाल/श्री सुनील अग्रवाल: [489, 1468, 570, 1491]
- notice-issued-date: विज्ञप्ति जारी दिनांक 14.08.2024: [488, 1199, 571, 1207]
- shirt-text: DON'T STOP CHASING THE: [340, 306, 402, 324]
